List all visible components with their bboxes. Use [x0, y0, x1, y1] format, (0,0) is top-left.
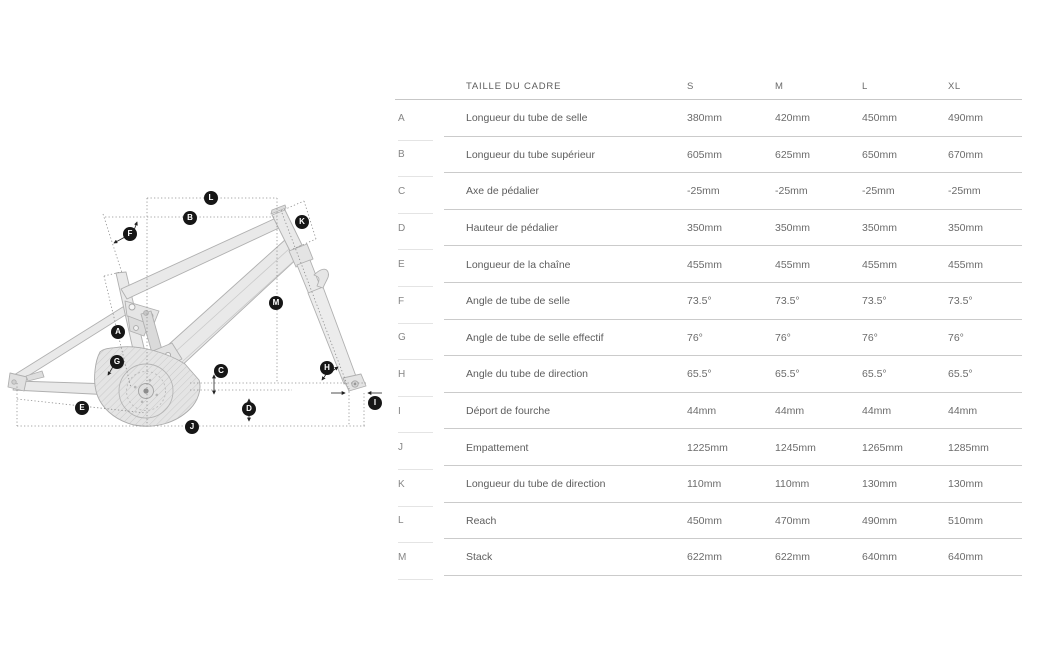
header-frame-size: TAILLE DU CADRE [466, 80, 562, 92]
row-value-l: 73.5° [862, 295, 887, 308]
table-row [395, 100, 1022, 137]
row-value-m: 350mm [775, 222, 811, 235]
row-value-s: 73.5° [687, 295, 712, 308]
row-letter: A [398, 112, 405, 124]
geometry-table-rows [395, 100, 1022, 576]
table-row [395, 356, 1022, 393]
header-size-m: M [775, 80, 784, 92]
row-value-m: 1245mm [775, 441, 816, 454]
frame-shapes [8, 205, 366, 426]
diagram-marker-i: I [368, 396, 382, 410]
row-value-l: 350mm [862, 222, 898, 235]
diagram-marker-j: J [185, 420, 199, 434]
row-value-l: -25mm [862, 185, 895, 198]
table-row [395, 429, 1022, 466]
row-value-s: -25mm [687, 185, 720, 198]
row-letter: E [398, 259, 405, 271]
table-row [395, 246, 1022, 283]
row-label: Stack [466, 551, 493, 564]
row-value-xl: 65.5° [948, 368, 973, 381]
row-value-l: 490mm [862, 514, 898, 527]
row-label: Longueur du tube de selle [466, 112, 588, 125]
diagram-marker-h: H [320, 361, 334, 375]
row-label: Longueur du tube supérieur [466, 148, 596, 161]
row-value-s: 65.5° [687, 368, 712, 381]
row-label: Angle de tube de selle [466, 295, 570, 308]
row-value-l: 450mm [862, 112, 898, 125]
header-size-xl: XL [948, 80, 961, 92]
row-value-m: 455mm [775, 258, 811, 271]
row-label: Reach [466, 514, 497, 527]
row-value-s: 110mm [687, 478, 722, 491]
row-value-l: 1265mm [862, 441, 903, 454]
row-value-l: 130mm [862, 478, 898, 491]
row-value-xl: 76° [948, 331, 964, 344]
row-value-m: 420mm [775, 112, 811, 125]
row-value-xl: 44mm [948, 405, 978, 418]
row-value-m: 622mm [775, 551, 811, 564]
row-value-s: 450mm [687, 514, 723, 527]
row-value-xl: 1285mm [948, 441, 989, 454]
diagram-marker-a: A [111, 325, 125, 339]
table-row [395, 466, 1022, 503]
row-value-xl: 455mm [948, 258, 984, 271]
diagram-marker-f: F [123, 227, 137, 241]
row-label: Longueur de la chaîne [466, 258, 571, 271]
row-value-m: 73.5° [775, 295, 800, 308]
row-label: Empattement [466, 441, 529, 454]
row-value-m: 76° [775, 331, 791, 344]
table-row [395, 539, 1022, 576]
header-size-s: S [687, 80, 694, 92]
row-letter: H [398, 368, 406, 380]
row-value-l: 76° [862, 331, 878, 344]
diagram-marker-l: L [204, 191, 218, 205]
row-value-l: 640mm [862, 551, 898, 564]
row-letter: D [398, 222, 406, 234]
row-value-m: 625mm [775, 148, 811, 161]
table-row [395, 210, 1022, 247]
row-value-xl: -25mm [948, 185, 981, 198]
row-value-m: 110mm [775, 478, 810, 491]
row-value-xl: 130mm [948, 478, 984, 491]
row-letter: G [398, 332, 406, 344]
row-value-l: 65.5° [862, 368, 887, 381]
row-letter: K [398, 478, 405, 490]
row-value-l: 650mm [862, 148, 898, 161]
row-value-s: 380mm [687, 112, 723, 125]
diagram-marker-g: G [110, 355, 124, 369]
row-label: Angle du tube de direction [466, 368, 589, 381]
diagram-marker-e: E [75, 401, 89, 415]
row-value-s: 76° [687, 331, 703, 344]
header-size-l: L [862, 80, 868, 92]
table-header-row [395, 72, 1022, 100]
row-letter: L [398, 515, 404, 527]
row-value-xl: 670mm [948, 148, 984, 161]
row-value-s: 622mm [687, 551, 723, 564]
row-letter: M [398, 551, 407, 563]
table-row [395, 393, 1022, 430]
table-row [395, 283, 1022, 320]
row-value-xl: 490mm [948, 112, 984, 125]
bike-frame-illustration [0, 185, 395, 450]
row-value-s: 350mm [687, 222, 723, 235]
row-value-m: 65.5° [775, 368, 800, 381]
row-letter: F [398, 295, 405, 307]
row-value-m: -25mm [775, 185, 808, 198]
row-value-s: 455mm [687, 258, 723, 271]
diagram-marker-b: B [183, 211, 197, 225]
diagram-marker-k: K [295, 215, 309, 229]
row-value-xl: 350mm [948, 222, 984, 235]
row-value-xl: 510mm [948, 514, 984, 527]
row-value-m: 44mm [775, 405, 805, 418]
row-label: Hauteur de pédalier [466, 222, 559, 235]
row-value-xl: 640mm [948, 551, 984, 564]
row-value-m: 470mm [775, 514, 811, 527]
row-value-s: 605mm [687, 148, 723, 161]
table-row [395, 320, 1022, 357]
diagram-marker-c: C [214, 364, 228, 378]
row-letter: I [398, 405, 401, 417]
row-letter: C [398, 185, 406, 197]
row-letter: B [398, 149, 405, 161]
diagram-marker-m: M [269, 296, 283, 310]
row-label: Longueur du tube de direction [466, 478, 606, 491]
table-row [395, 137, 1022, 174]
row-value-l: 44mm [862, 405, 892, 418]
table-row [395, 173, 1022, 210]
row-value-s: 1225mm [687, 441, 728, 454]
row-letter: J [398, 442, 403, 454]
row-value-l: 455mm [862, 258, 898, 271]
row-label: Angle de tube de selle effectif [466, 331, 604, 344]
row-value-s: 44mm [687, 405, 717, 418]
table-row [395, 503, 1022, 540]
row-label: Déport de fourche [466, 405, 551, 418]
geometry-table [395, 72, 1022, 576]
row-label: Axe de pédalier [466, 185, 539, 198]
row-value-xl: 73.5° [948, 295, 973, 308]
diagram-marker-d: D [242, 402, 256, 416]
